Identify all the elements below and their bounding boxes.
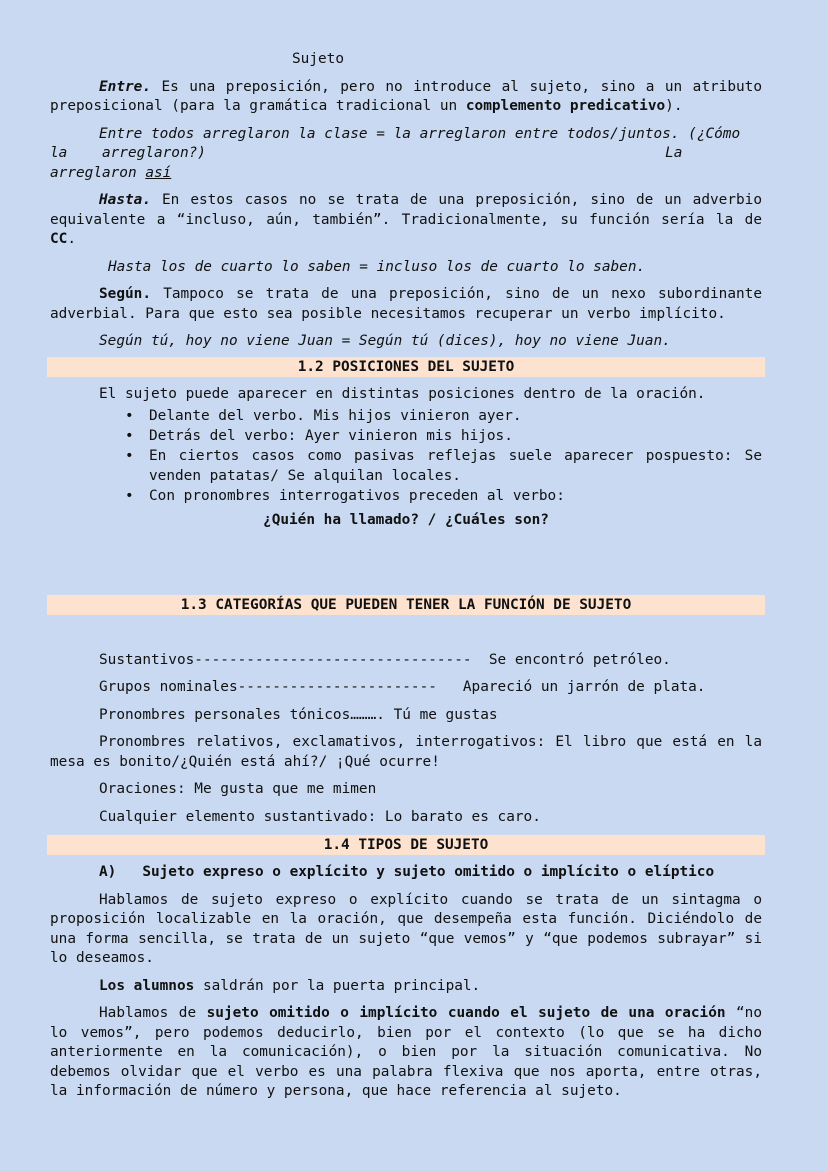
list-item: • En ciertos casos como pasivas reflejas suele aparecer pospuesto: Se venden patatas/ Se alquilan locales. (50, 446, 762, 486)
category-line: Sustantivos-------------------------------- Se encontró petróleo. (99, 651, 671, 668)
category-line: Grupos nominales----------------------- Apareció un jarrón de plata. (99, 679, 706, 695)
category-line: Pronombres personales tónicos………. Tú me gustas (99, 706, 498, 723)
category-line: Pronombres relativos, exclamativos, interrogativos: El libro que está en la mesa es bonito/¿Quién está ahí?/ ¡Qué ocurre! (50, 734, 762, 770)
hasta-example: Hasta los de cuarto lo saben = incluso los de cuarto lo saben. (108, 258, 646, 275)
segun-paragraph: Según. Tampoco se trata de una preposición, sino de un nexo subordinante adverbial. Para que esto sea posible necesitamos recuperar un verbo implícito. (50, 286, 762, 322)
entre-example: Entre todos arreglaron la clase = la arreglaron entre todos/juntos. (¿Cómo la arreglaron?) La arreglaron así (50, 125, 741, 181)
category-line: Oraciones: Me gusta que me mimen (99, 781, 377, 797)
segun-example: Según tú, hoy no viene Juan = Según tú (dices), hoy no viene Juan. (99, 333, 671, 349)
list-item: • Delante del verbo. Mis hijos vinieron ayer. (50, 406, 762, 426)
categories-list (50, 651, 762, 828)
positions-list (50, 406, 762, 506)
section-heading-1-4: 1.4 TIPOS DE SUJETO (47, 835, 765, 855)
subject-types-subheading: A) Sujeto expreso o explícito y sujeto omitido o implícito o elíptico (99, 864, 715, 880)
section-title: Sujeto (292, 51, 344, 67)
document-page (50, 50, 762, 1102)
interrogative-example: ¿Quién ha llamado? / ¿Cuáles son? (263, 512, 549, 528)
positions-intro: El sujeto puede aparecer en distintas posiciones dentro de la oración. (99, 385, 706, 402)
list-item: • Detrás del verbo: Ayer vinieron mis hijos. (50, 426, 762, 446)
segun-term: Según. (99, 286, 151, 302)
list-item: • Con pronombres interrogativos preceden al verbo: (50, 486, 762, 506)
explicit-subject-paragraph: Hablamos de sujeto expreso o explícito cuando se trata de un sintagma o proposición localizable en la oración, que desempeña esta función. Diciéndolo de una forma sencilla, se trata de un sujeto “que vemos” y “que podemos subrayar” si lo deseamos. (50, 891, 762, 966)
hasta-paragraph: Hasta. En estos casos no se trata de una preposición, sino de un adverbio equivalente a “incluso, aún, también”. Tradicionalmente, su función sería la de CC. (50, 192, 762, 247)
category-line: Cualquier elemento sustantivado: Lo barato es caro. (99, 808, 541, 825)
entre-term: Entre. (99, 78, 151, 95)
explicit-subject-example: Los alumnos saldrán por la puerta principal. (99, 977, 481, 994)
section-heading-1-2: 1.2 POSICIONES DEL SUJETO (47, 357, 765, 377)
omitted-subject-paragraph: Hablamos de sujeto omitido o implícito cuando el sujeto de una oración “no lo vemos”, pero podemos deducirlo, bien por el contexto (lo que se ha dicho anteriormente en la comunicación), o bien por la situación comunicativa. No debemos olvidar que el verbo es una palabra flexiva que nos aporta, entre otras, la información de número y persona, que hace referencia al sujeto. (50, 1005, 763, 1099)
entre-paragraph: Entre. Es una preposición, pero no introduce al sujeto, sino a un atributo preposicional (para la gramática tradicional un complemento predicativo). (50, 78, 762, 114)
hasta-term: Hasta. (99, 192, 151, 208)
section-heading-1-3: 1.3 CATEGORÍAS QUE PUEDEN TENER LA FUNCIÓN DE SUJETO (47, 595, 765, 615)
